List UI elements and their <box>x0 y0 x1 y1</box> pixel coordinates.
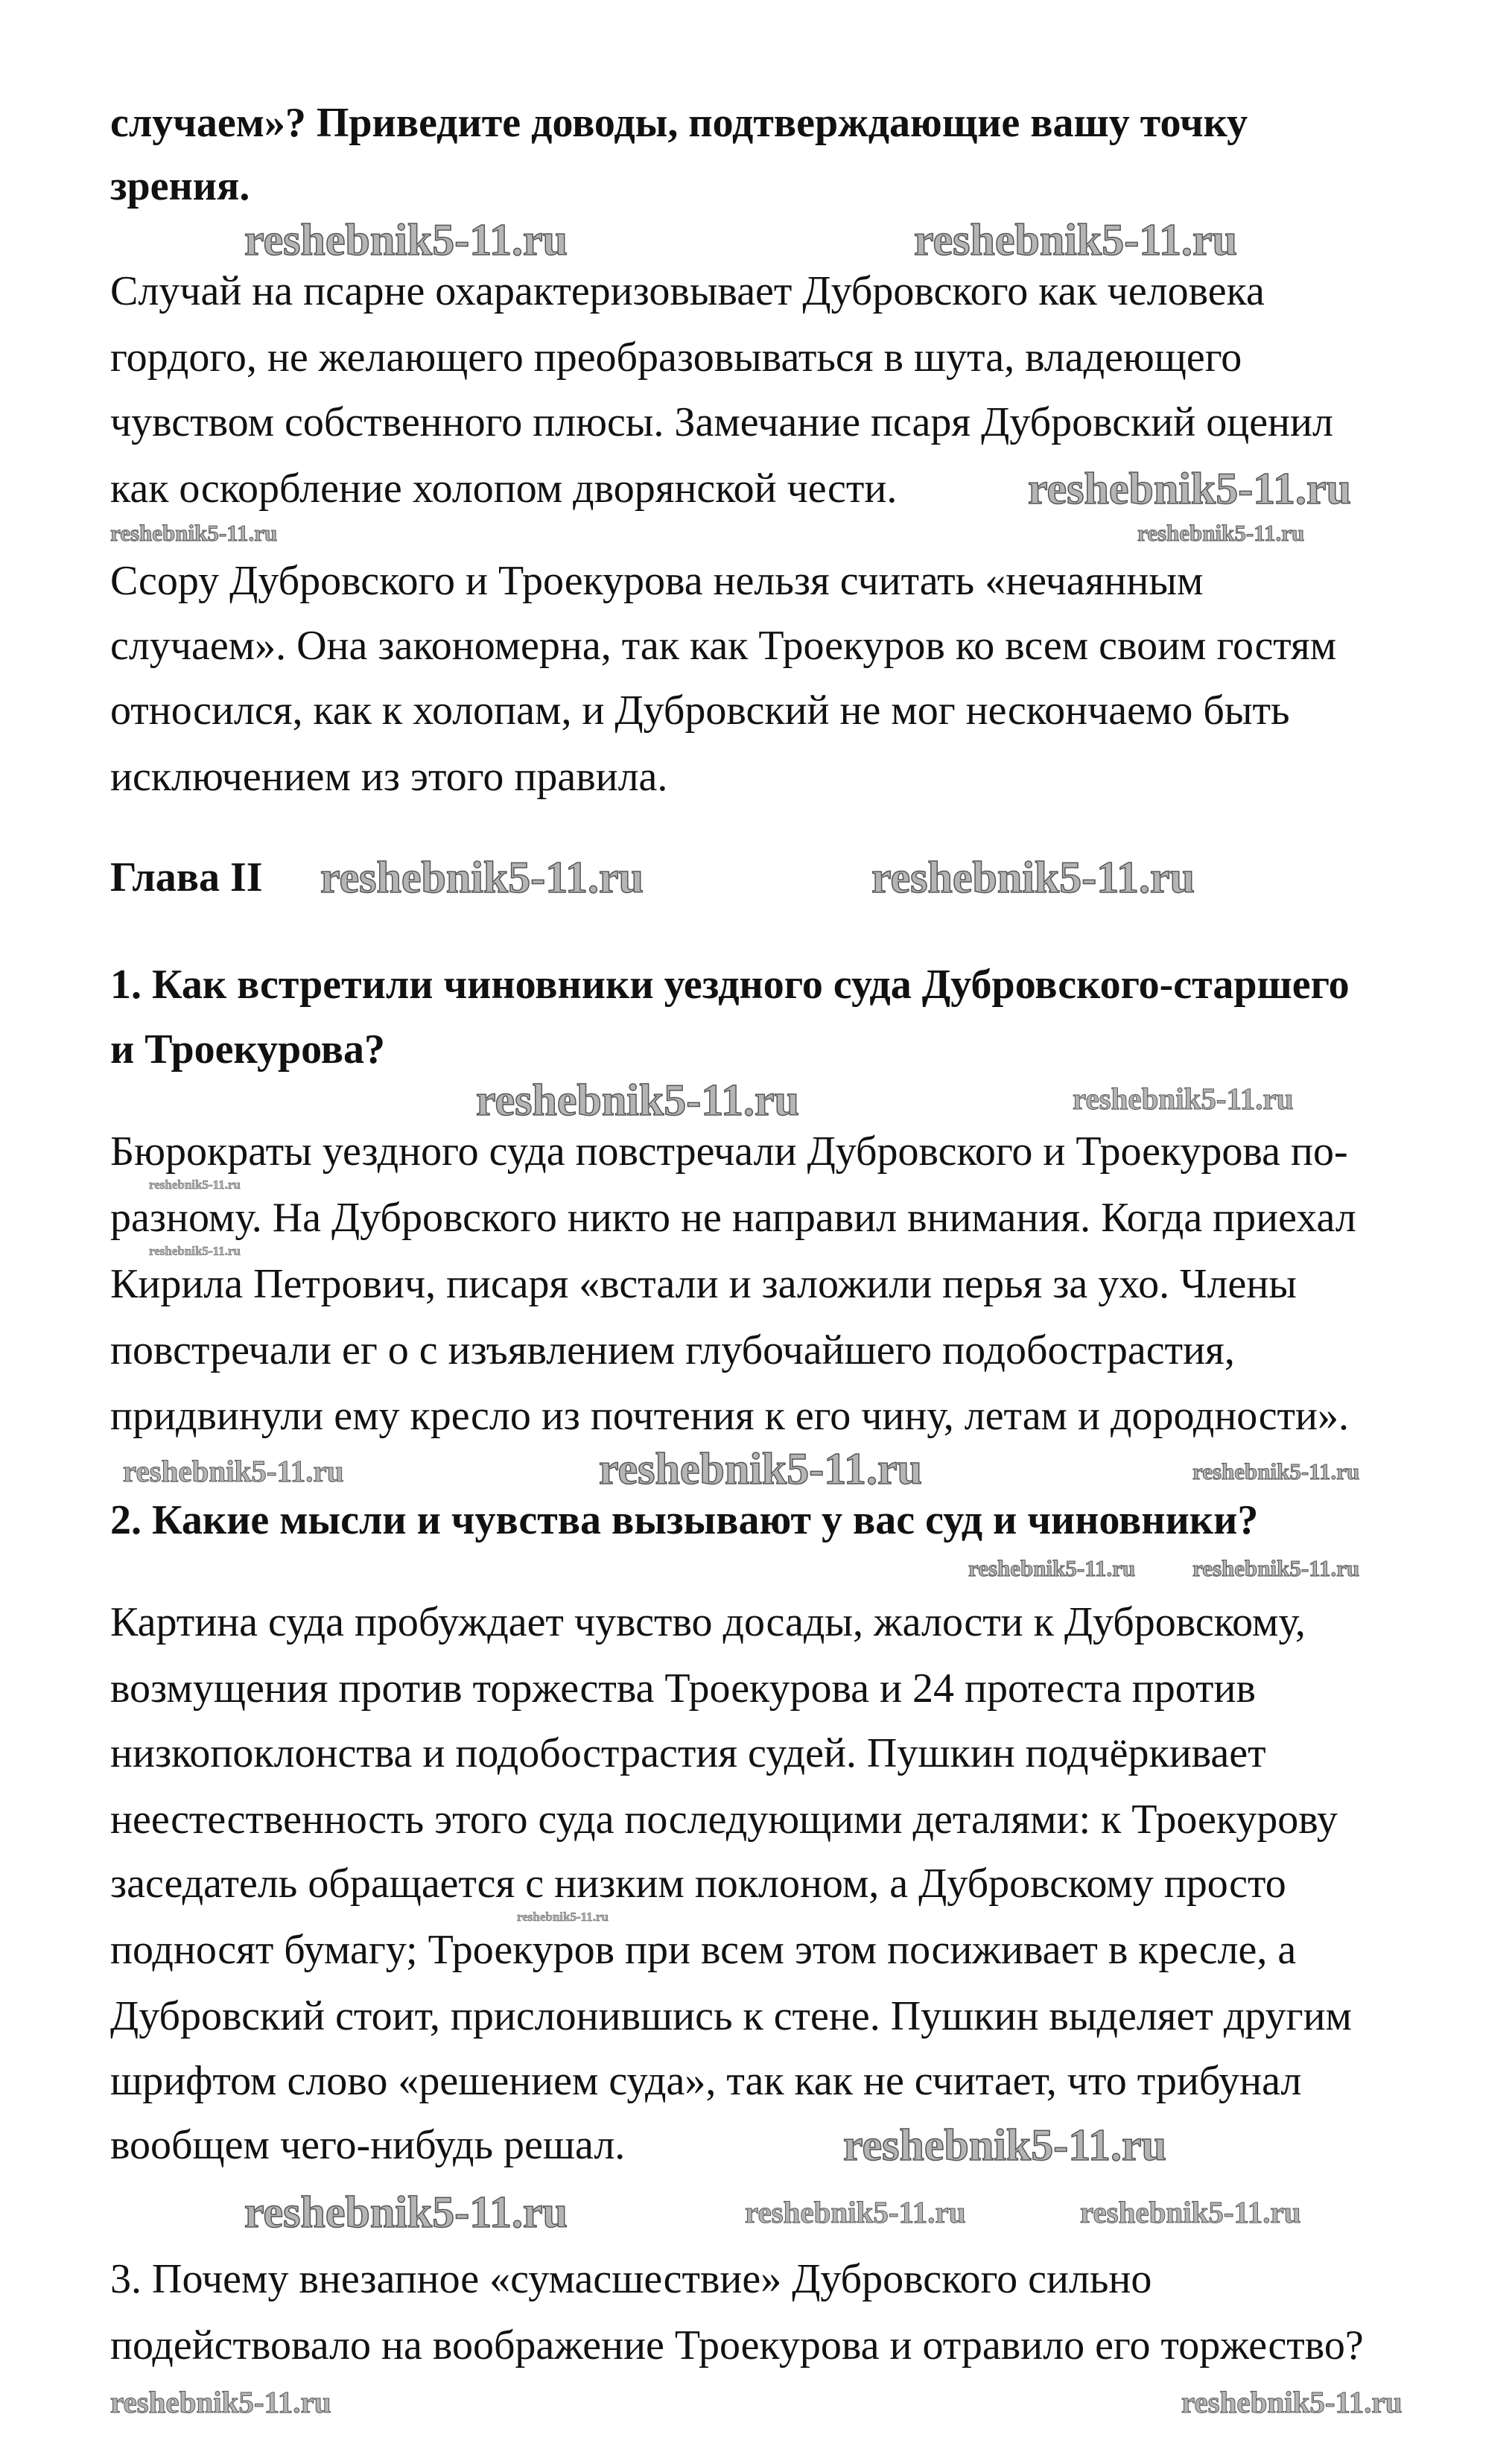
watermark: reshebnik5-11.ru <box>1137 520 1305 546</box>
answer-2: заседатель обращается с низким поклоном, а Дубровскому просто <box>110 1861 1286 1907</box>
watermark: reshebnik5-11.ru <box>244 215 568 264</box>
watermark: reshebnik5-11.ru <box>914 215 1237 264</box>
watermark: reshebnik5-11.ru <box>843 2120 1166 2170</box>
question-text: случаем»? Приведите доводы, подтверждающие вашу точку <box>110 100 1248 146</box>
question-3: подействовало на воображение Троекурова и отравило его торжество? <box>110 2322 1364 2369</box>
watermark: reshebnik5-11.ru <box>244 2188 568 2237</box>
question-2: 2. Какие мысли и чувства вызывают у вас суд и чиновники? <box>110 1497 1259 1543</box>
answer-text: случаем». Она закономерна, так как Троекуров ко всем своим гостям <box>110 623 1337 669</box>
answer-text: гордого, не желающего преобразовываться в шута, владеющего <box>110 334 1242 381</box>
watermark: reshebnik5-11.ru <box>968 1555 1136 1581</box>
watermark: reshebnik5-11.ru <box>476 1076 799 1125</box>
question-3: 3. Почему внезапное «сумасшествие» Дубровского сильно <box>110 2256 1152 2302</box>
answer-2: низкопоклонства и подобострастия судей. Пушкин подчёркивает <box>110 1730 1266 1776</box>
answer-1: Бюрократы уездного суда повстречали Дубровского и Троекурова по- <box>110 1128 1348 1175</box>
answer-1: повстречали ег о с изъявлением глубочайшего подобострастия, <box>110 1327 1235 1373</box>
watermark: reshebnik5-11.ru <box>745 2195 966 2229</box>
answer-2: Дубровский стоит, прислонившись к стене. Пушкин выделяет другим <box>110 1993 1352 2039</box>
watermark: reshebnik5-11.ru <box>871 853 1195 902</box>
answer-2: неестественность этого суда последующими деталями: к Троекурову <box>110 1796 1338 1843</box>
watermark: reshebnik5-11.ru <box>1192 1555 1360 1581</box>
watermark: reshebnik5-11.ru <box>123 1454 344 1488</box>
watermark: reshebnik5-11.ru <box>599 1444 922 1493</box>
answer-1: разному. На Дубровского никто не направил внимания. Когда приехал <box>110 1195 1356 1241</box>
answer-2: подносят бумагу; Троекуров при всем этом посиживает в кресле, а <box>110 1927 1297 1973</box>
answer-2: Картина суда пробуждает чувство досады, жалости к Дубровскому, <box>110 1599 1306 1645</box>
answer-text: как оскорбление холопом дворянской чести. <box>110 466 898 512</box>
answer-1: придвинули ему кресло из почтения к его чину, летам и дородности». <box>110 1393 1349 1439</box>
answer-text: исключением из этого правила. <box>110 754 668 800</box>
answer-text: относился, как к холопам, и Дубровский не мог нескончаемо быть <box>110 687 1290 734</box>
answer-text: Ссору Дубровского и Троекурова нельзя считать «нечаянным <box>110 558 1204 604</box>
question-text: зрения. <box>110 163 250 209</box>
watermark: reshebnik5-11.ru <box>1080 2195 1301 2229</box>
watermark: reshebnik5-11.ru <box>110 520 278 546</box>
watermark: reshebnik5-11.ru <box>1028 464 1351 513</box>
watermark: reshebnik5-11.ru <box>320 853 644 902</box>
watermark: reshebnik5-11.ru <box>1073 1081 1294 1116</box>
answer-2: вообщем чего-нибудь решал. <box>110 2122 626 2168</box>
answer-text: Случай на псарне охарактеризовывает Дубровского как человека <box>110 268 1265 314</box>
watermark: reshebnik5-11.ru <box>1181 2385 1403 2419</box>
question-1: и Троекурова? <box>110 1026 385 1073</box>
watermark: reshebnik5-11.ru <box>110 2385 331 2419</box>
chapter-heading: Глава II <box>110 854 263 900</box>
answer-text: чувством собственного плюсы. Замечание псаря Дубровский оценил <box>110 399 1333 445</box>
answer-1: Кирила Петрович, писаря «встали и заложили перья за ухо. Члены <box>110 1261 1297 1307</box>
answer-2: возмущения против торжества Троекурова и 24 протеста против <box>110 1665 1256 1712</box>
watermark: reshebnik5-11.ru <box>1192 1458 1360 1484</box>
watermark: reshebnik5-11.ru <box>149 1244 241 1258</box>
watermark: reshebnik5-11.ru <box>149 1178 241 1192</box>
question-1: 1. Как встретили чиновники уездного суда Дубровского-старшего <box>110 962 1350 1008</box>
watermark: reshebnik5-11.ru <box>517 1910 609 1924</box>
answer-2: шрифтом слово «решением суда», так как не считает, что трибунал <box>110 2058 1302 2104</box>
